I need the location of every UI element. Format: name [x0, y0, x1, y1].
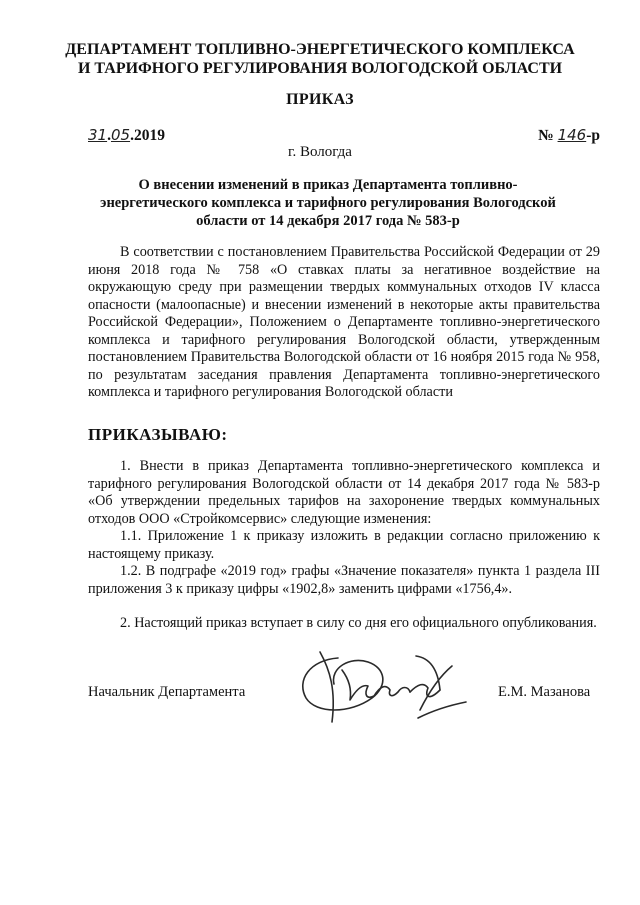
- order-subject: [80, 176, 576, 230]
- order-number: [538, 126, 600, 145]
- document-type: ПРИКАЗ: [286, 91, 354, 108]
- signer-title: Начальник Департамента: [88, 684, 246, 700]
- item-1-1: 1.1. Приложение 1 к приказу изложить в редакции согласно приложению к настоящему приказу.: [88, 528, 600, 562]
- item-1-2: 1.2. В подграфе «2019 год» графы «Значение показателя» пункта 1 раздела III приложения 3 к приказу цифры «1902,8» заменить цифрами «1756,4».: [88, 563, 600, 597]
- date-sep: .: [107, 127, 111, 144]
- date-day: 31: [88, 126, 108, 144]
- item-1: 1. Внести в приказ Департамента топливно-энергетического комплекса и тарифного регулирования Вологодской области от 14 декабря 2017 года № 583-р «Об утверждении предельных тарифов на захоронение твердых коммунальных отходов ООО «Стройкомсервис» следующие изменения:: [88, 458, 600, 527]
- city: г. Вологда: [288, 144, 352, 160]
- handwritten-signature: [290, 640, 470, 735]
- signer-name: Е.М. Мазанова: [498, 684, 591, 700]
- subject-line-3: области от 14 декабря 2017 года № 583-р: [196, 213, 460, 229]
- order-date: [88, 126, 165, 145]
- item-2: 2. Настоящий приказ вступает в силу со дня его официального опубликования.: [120, 615, 597, 631]
- decree-word: ПРИКАЗЫВАЮ:: [88, 425, 228, 444]
- preamble-paragraph: В соответствии с постановлением Правительства Российской Федерации от 29 июня 2018 года № 758 «О ставках платы за негативное воздействие на окружающую среду при размещении твердых коммунальных отходов IV класса опасности (малоопасные) и внесении изменений в некоторые акты правительства Российской Федерации», Положением о Департаменте топливно-энергетического комплекса и тарифного регулирования Вологодской области, утвержденным постановлением Правительства Вологодской области от 16 ноября 2015 года № 958, по результатам заседания правления Департамента топливно-энергетического комплекса и тарифного регулирования Вологодской области: [88, 244, 600, 400]
- subject-line-1: О внесении изменений в приказ Департамента топливно-: [138, 177, 518, 193]
- number-value: 146: [557, 126, 587, 144]
- number-suffix: -р: [586, 127, 600, 144]
- department-header: [0, 40, 640, 78]
- department-line-2: И ТАРИФНОГО РЕГУЛИРОВАНИЯ ВОЛОГОДСКОЙ ОБЛАСТИ: [77, 60, 563, 77]
- number-prefix: №: [538, 127, 558, 144]
- date-year: .2019: [130, 127, 165, 144]
- date-month: 05: [110, 126, 131, 144]
- department-line-1: ДЕПАРТАМЕНТ ТОПЛИВНО-ЭНЕРГЕТИЧЕСКОГО КОМПЛЕКСА: [65, 41, 575, 58]
- subject-line-2: энергетического комплекса и тарифного регулирования Вологодской: [100, 195, 556, 211]
